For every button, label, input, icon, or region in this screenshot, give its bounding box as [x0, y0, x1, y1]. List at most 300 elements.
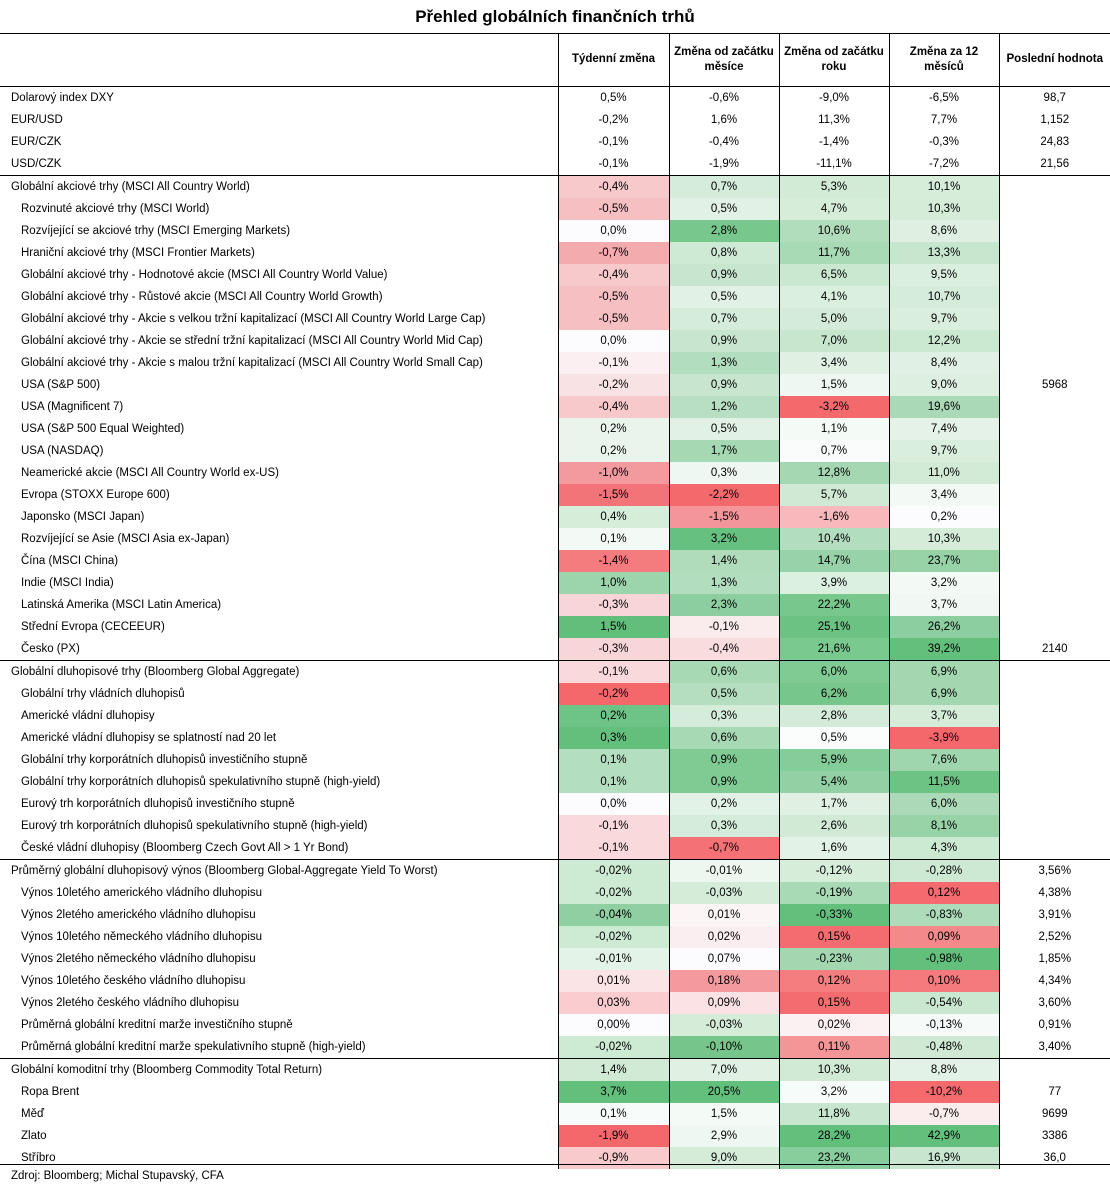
last-value-cell [999, 550, 1110, 572]
table-row [0, 1058, 1110, 1081]
instrument-name-cell: Japonsko (MSCI Japan) [0, 506, 558, 528]
mtd-change-cell: 1,4% [669, 550, 779, 572]
table-row [0, 131, 1110, 153]
change-12m-cell: 0,12% [889, 882, 999, 904]
last-value-cell: 3,56% [999, 859, 1110, 882]
last-value-cell [999, 660, 1110, 683]
weekly-change-cell: -0,02% [558, 1036, 669, 1059]
mtd-change-cell: 2,3% [669, 594, 779, 616]
instrument-name-cell: Ropa Brent [0, 1081, 558, 1103]
mtd-change-cell: 7,0% [669, 1058, 779, 1081]
table-row [0, 1103, 1110, 1125]
instrument-name-cell: České vládní dluhopisy (Bloomberg Czech Govt All > 1 Yr Bond) [0, 837, 558, 860]
ytd-change-cell: 11,8% [779, 1103, 889, 1125]
ytd-change-cell: 0,12% [779, 970, 889, 992]
last-value-cell [999, 264, 1110, 286]
weekly-change-cell: -0,1% [558, 153, 669, 176]
change-12m-cell: 9,0% [889, 374, 999, 396]
mtd-change-cell: -0,03% [669, 882, 779, 904]
last-value-cell: 36,0 [1043, 1151, 1066, 1164]
last-value-cell: 9699 [1041, 1107, 1068, 1120]
instrument-name-cell: Eurový trh korporátních dluhopisů spekulativního stupně (high-yield) [0, 815, 558, 837]
ytd-change-cell: 5,0% [779, 308, 889, 330]
weekly-change-cell: -0,02% [558, 926, 669, 948]
instrument-name-cell: Globální dluhopisové trhy (Bloomberg Global Aggregate) [0, 660, 558, 683]
header-weekly-change: Týdenní změna [558, 34, 669, 86]
mtd-change-cell: 0,3% [669, 462, 779, 484]
change-12m-cell: 11,5% [889, 771, 999, 793]
ytd-change-cell: -0,19% [779, 882, 889, 904]
change-12m-cell: -0,98% [889, 948, 999, 970]
instrument-name-cell: Globální trhy korporátních dluhopisů investičního stupně [0, 749, 558, 771]
last-value-cell [999, 308, 1110, 330]
mtd-change-cell: 1,6% [669, 109, 779, 131]
ytd-change-cell: 14,7% [779, 550, 889, 572]
table-row [0, 220, 1110, 242]
table-row [0, 616, 1110, 638]
ytd-change-cell: 0,7% [779, 440, 889, 462]
change-12m-cell: 23,7% [889, 550, 999, 572]
last-value-cell: 77 [1048, 1085, 1062, 1098]
ytd-change-cell: 1,6% [779, 837, 889, 860]
weekly-change-cell: -1,9% [558, 1125, 669, 1147]
mtd-change-cell: 0,8% [669, 242, 779, 264]
table-row [0, 440, 1110, 462]
table-row [0, 1125, 1110, 1147]
mtd-change-cell: 2,8% [669, 220, 779, 242]
mtd-change-cell: 2,9% [669, 1125, 779, 1147]
change-12m-cell: 6,0% [889, 793, 999, 815]
weekly-change-cell: -0,01% [558, 948, 669, 970]
instrument-name-cell: Česko (PX) [0, 638, 558, 661]
last-value-cell [999, 837, 1110, 860]
instrument-name-cell: Americké vládní dluhopisy [0, 705, 558, 727]
ytd-change-cell: 3,9% [779, 572, 889, 594]
weekly-change-cell: -1,4% [558, 550, 669, 572]
ytd-change-cell: 22,2% [779, 594, 889, 616]
last-value-cell [999, 616, 1110, 638]
instrument-name-cell: Střední Evropa (CECEEUR) [0, 616, 558, 638]
mtd-change-cell: -0,10% [669, 1036, 779, 1059]
change-12m-cell: 9,5% [889, 264, 999, 286]
weekly-change-cell: 1,5% [558, 616, 669, 638]
mtd-change-cell: 3,2% [669, 528, 779, 550]
mtd-change-cell: -0,1% [669, 616, 779, 638]
ytd-change-cell: 10,3% [779, 1058, 889, 1081]
table-row [0, 418, 1110, 440]
change-12m-cell: -0,7% [889, 1103, 999, 1125]
table-row [0, 109, 1110, 131]
last-value-cell: 4,34% [1038, 974, 1072, 987]
change-12m-cell: 6,9% [889, 660, 999, 683]
ytd-change-cell: -9,0% [779, 86, 889, 109]
change-12m-cell: 3,4% [889, 484, 999, 506]
mtd-change-cell: 0,09% [669, 992, 779, 1014]
mtd-change-cell: 0,5% [669, 286, 779, 308]
weekly-change-cell: 0,5% [558, 86, 669, 109]
last-value-cell: 3386 [1041, 1129, 1068, 1142]
instrument-name-cell: Indie (MSCI India) [0, 572, 558, 594]
last-value-cell [999, 572, 1110, 594]
mtd-change-cell: 0,7% [669, 308, 779, 330]
mtd-change-cell: -1,9% [669, 153, 779, 176]
table-row [0, 859, 1110, 882]
change-12m-cell: 3,2% [889, 572, 999, 594]
table-row [0, 683, 1110, 705]
mtd-change-cell: 0,9% [669, 771, 779, 793]
instrument-name-cell: Evropa (STOXX Europe 600) [0, 484, 558, 506]
table-row [0, 904, 1110, 926]
weekly-change-cell: -0,02% [558, 859, 669, 882]
instrument-name-cell: Průměrná globální kreditní marže investičního stupně [0, 1014, 558, 1036]
change-12m-cell: -0,3% [889, 131, 999, 153]
table-row [0, 660, 1110, 683]
change-12m-cell: 0,10% [889, 970, 999, 992]
instrument-name-cell: USD/CZK [0, 153, 558, 176]
last-value-cell: 3,40% [1038, 1040, 1072, 1053]
instrument-name-cell: EUR/USD [0, 109, 558, 131]
change-12m-cell: 8,8% [889, 1058, 999, 1081]
change-12m-cell: 16,9% [889, 1147, 999, 1169]
ytd-change-cell: 4,7% [779, 198, 889, 220]
market-table [0, 34, 1110, 1169]
last-value-cell [999, 220, 1110, 242]
weekly-change-cell: 0,0% [558, 330, 669, 352]
table-row [0, 882, 1110, 904]
mtd-change-cell: 1,3% [669, 572, 779, 594]
ytd-change-cell: 0,15% [779, 926, 889, 948]
change-12m-cell: -0,54% [889, 992, 999, 1014]
table-row [0, 815, 1110, 837]
mtd-change-cell: 0,01% [669, 904, 779, 926]
mtd-change-cell: 9,0% [669, 1147, 779, 1169]
header-instrument [0, 34, 558, 86]
instrument-name-cell: USA (S&P 500 Equal Weighted) [0, 418, 558, 440]
mtd-change-cell: 1,5% [669, 1103, 779, 1125]
table-row [0, 837, 1110, 860]
table-row [0, 594, 1110, 616]
instrument-name-cell: Dolarový index DXY [0, 86, 558, 109]
last-value-cell [999, 815, 1110, 837]
ytd-change-cell: 11,7% [779, 242, 889, 264]
last-value-cell [999, 594, 1110, 616]
weekly-change-cell: -0,7% [558, 242, 669, 264]
instrument-name-cell: Globální akciové trhy - Růstové akcie (MSCI All Country World Growth) [0, 286, 558, 308]
instrument-name-cell: Zlato [0, 1125, 558, 1147]
change-12m-cell: 7,4% [889, 418, 999, 440]
page-title: Přehled globálních finančních trhů [0, 0, 1110, 34]
last-value-cell [999, 484, 1110, 506]
last-value-cell [999, 462, 1110, 484]
header-mtd-change: Změna od začátku měsíce [669, 34, 779, 86]
change-12m-cell: -3,9% [889, 727, 999, 749]
ytd-change-cell: 6,0% [779, 660, 889, 683]
weekly-change-cell: -0,2% [558, 374, 669, 396]
weekly-change-cell: -1,0% [558, 462, 669, 484]
instrument-name-cell: Latinská Amerika (MSCI Latin America) [0, 594, 558, 616]
mtd-change-cell: 0,07% [669, 948, 779, 970]
instrument-name-cell: USA (S&P 500) [0, 374, 558, 396]
table-row [0, 749, 1110, 771]
table-row [0, 175, 1110, 198]
instrument-name-cell: Globální akciové trhy - Akcie se střední tržní kapitalizací (MSCI All Country World Mid Cap) [0, 330, 558, 352]
ytd-change-cell: -1,4% [779, 131, 889, 153]
mtd-change-cell: 0,6% [669, 660, 779, 683]
last-value-cell: 2140 [1041, 642, 1068, 655]
last-value-cell [999, 440, 1110, 462]
ytd-change-cell: 10,4% [779, 528, 889, 550]
table-row [0, 1014, 1110, 1036]
change-12m-cell: 0,09% [889, 926, 999, 948]
table-row [0, 1036, 1110, 1059]
table-row [0, 330, 1110, 352]
header-12m-change: Změna za 12 měsíců [889, 34, 999, 86]
ytd-change-cell: 10,6% [779, 220, 889, 242]
weekly-change-cell: 0,2% [558, 705, 669, 727]
last-value-cell: 98,7 [1043, 91, 1066, 104]
table-row [0, 153, 1110, 176]
instrument-name-cell: Globální trhy vládních dluhopisů [0, 683, 558, 705]
weekly-change-cell: 0,1% [558, 528, 669, 550]
change-12m-cell: 42,9% [889, 1125, 999, 1147]
change-12m-cell: 4,3% [889, 837, 999, 860]
instrument-name-cell: Americké vládní dluhopisy se splatností nad 20 let [0, 727, 558, 749]
last-value-cell [999, 242, 1110, 264]
weekly-change-cell: 1,0% [558, 572, 669, 594]
last-value-cell [999, 727, 1110, 749]
ytd-change-cell: -11,1% [779, 153, 889, 176]
ytd-change-cell: -0,12% [779, 859, 889, 882]
weekly-change-cell: -0,1% [558, 815, 669, 837]
mtd-change-cell: 0,7% [669, 175, 779, 198]
instrument-name-cell: EUR/CZK [0, 131, 558, 153]
instrument-name-cell: Eurový trh korporátních dluhopisů investičního stupně [0, 793, 558, 815]
instrument-name-cell: Globální akciové trhy (MSCI All Country World) [0, 175, 558, 198]
ytd-change-cell: 0,02% [779, 1014, 889, 1036]
instrument-name-cell: Globální akciové trhy - Akcie s velkou tržní kapitalizací (MSCI All Country World Large Cap) [0, 308, 558, 330]
last-value-cell [999, 352, 1110, 374]
weekly-change-cell: -0,04% [558, 904, 669, 926]
ytd-change-cell: 12,8% [779, 462, 889, 484]
instrument-name-cell: Průměrný globální dluhopisový výnos (Bloomberg Global-Aggregate Yield To Worst) [0, 859, 558, 882]
last-value-cell [999, 396, 1110, 418]
change-12m-cell: 10,1% [889, 175, 999, 198]
instrument-name-cell: Globální komoditní trhy (Bloomberg Commodity Total Return) [0, 1058, 558, 1081]
table-row [0, 1081, 1110, 1103]
last-value-cell [999, 175, 1110, 198]
last-value-cell [999, 330, 1110, 352]
instrument-name-cell: Hraniční akciové trhy (MSCI Frontier Markets) [0, 242, 558, 264]
ytd-change-cell: 2,8% [779, 705, 889, 727]
last-value-cell: 3,91% [1038, 908, 1072, 921]
last-value-cell: 21,56 [1040, 157, 1070, 170]
ytd-change-cell: 1,5% [779, 374, 889, 396]
mtd-change-cell: 0,9% [669, 749, 779, 771]
change-12m-cell: 0,2% [889, 506, 999, 528]
last-value-cell: 24,83 [1040, 135, 1070, 148]
mtd-change-cell: -0,4% [669, 131, 779, 153]
change-12m-cell: 26,2% [889, 616, 999, 638]
change-12m-cell: -0,28% [889, 859, 999, 882]
table-row [0, 352, 1110, 374]
change-12m-cell: 3,7% [889, 594, 999, 616]
mtd-change-cell: -0,01% [669, 859, 779, 882]
ytd-change-cell: 4,1% [779, 286, 889, 308]
header-last-value: Poslední hodnota [999, 34, 1110, 86]
weekly-change-cell: 0,1% [558, 749, 669, 771]
last-value-cell: 1,85% [1038, 952, 1072, 965]
mtd-change-cell: 0,3% [669, 705, 779, 727]
source-note: Zdroj: Bloomberg; Michal Stupavský, CFA [11, 1170, 224, 1182]
weekly-change-cell: -0,4% [558, 264, 669, 286]
weekly-change-cell: 0,4% [558, 506, 669, 528]
table-row [0, 992, 1110, 1014]
table-row [0, 771, 1110, 793]
header-row [0, 34, 1110, 86]
ytd-change-cell: 7,0% [779, 330, 889, 352]
table-row [0, 572, 1110, 594]
mtd-change-cell: 1,2% [669, 396, 779, 418]
change-12m-cell: 7,6% [889, 749, 999, 771]
instrument-name-cell: Neamerické akcie (MSCI All Country World ex-US) [0, 462, 558, 484]
instrument-name-cell: Rozvíjející se akciové trhy (MSCI Emerging Markets) [0, 220, 558, 242]
table-row [0, 374, 1110, 396]
weekly-change-cell: -0,5% [558, 286, 669, 308]
table-row [0, 264, 1110, 286]
weekly-change-cell: -0,1% [558, 131, 669, 153]
change-12m-cell: 9,7% [889, 440, 999, 462]
weekly-change-cell: 0,00% [558, 1014, 669, 1036]
table-row [0, 638, 1110, 661]
last-value-cell [999, 683, 1110, 705]
mtd-change-cell: -2,2% [669, 484, 779, 506]
table-row [0, 198, 1110, 220]
table-bottom-border [0, 1164, 1110, 1165]
mtd-change-cell: 0,9% [669, 264, 779, 286]
change-12m-cell: 8,4% [889, 352, 999, 374]
last-value-cell [999, 705, 1110, 727]
last-value-cell: 4,38% [1038, 886, 1072, 899]
ytd-change-cell: 21,6% [779, 638, 889, 661]
ytd-change-cell: 5,9% [779, 749, 889, 771]
weekly-change-cell: 0,0% [558, 220, 669, 242]
change-12m-cell: 3,7% [889, 705, 999, 727]
instrument-name-cell: Rozvíjející se Asie (MSCI Asia ex-Japan) [0, 528, 558, 550]
table-row [0, 793, 1110, 815]
change-12m-cell: -10,2% [889, 1081, 999, 1103]
mtd-change-cell: 0,5% [669, 418, 779, 440]
instrument-name-cell: USA (NASDAQ) [0, 440, 558, 462]
ytd-change-cell: 6,5% [779, 264, 889, 286]
instrument-name-cell: Výnos 10letého německého vládního dluhopisu [0, 926, 558, 948]
weekly-change-cell: -0,1% [558, 352, 669, 374]
mtd-change-cell: 0,5% [669, 683, 779, 705]
change-12m-cell: 13,3% [889, 242, 999, 264]
weekly-change-cell: 0,1% [558, 1103, 669, 1125]
mtd-change-cell: 0,3% [669, 815, 779, 837]
weekly-change-cell: 0,03% [558, 992, 669, 1014]
ytd-change-cell: 2,6% [779, 815, 889, 837]
weekly-change-cell: 0,1% [558, 771, 669, 793]
table-row [0, 550, 1110, 572]
instrument-name-cell: Měď [0, 1103, 558, 1125]
weekly-change-cell: -1,5% [558, 484, 669, 506]
mtd-change-cell: 0,9% [669, 330, 779, 352]
table-row [0, 242, 1110, 264]
ytd-change-cell: 25,1% [779, 616, 889, 638]
instrument-name-cell: Čína (MSCI China) [0, 550, 558, 572]
change-12m-cell: 19,6% [889, 396, 999, 418]
last-value-cell: 2,52% [1038, 930, 1072, 943]
table-row [0, 308, 1110, 330]
ytd-change-cell: 28,2% [779, 1125, 889, 1147]
weekly-change-cell: 0,2% [558, 418, 669, 440]
weekly-change-cell: 0,2% [558, 440, 669, 462]
instrument-name-cell: Výnos 2letého německého vládního dluhopisu [0, 948, 558, 970]
last-value-cell [999, 528, 1110, 550]
change-12m-cell: 9,7% [889, 308, 999, 330]
mtd-change-cell: 0,6% [669, 727, 779, 749]
instrument-name-cell: Globální trhy korporátních dluhopisů spekulativního stupně (high-yield) [0, 771, 558, 793]
ytd-change-cell: 11,3% [779, 109, 889, 131]
instrument-name-cell: Výnos 2letého amerického vládního dluhopisu [0, 904, 558, 926]
weekly-change-cell: 0,01% [558, 970, 669, 992]
instrument-name-cell: Výnos 10letého českého vládního dluhopisu [0, 970, 558, 992]
ytd-change-cell: 6,2% [779, 683, 889, 705]
weekly-change-cell: -0,4% [558, 175, 669, 198]
ytd-change-cell: 0,5% [779, 727, 889, 749]
change-12m-cell: -7,2% [889, 153, 999, 176]
last-value-cell [999, 418, 1110, 440]
last-value-cell: 1,152 [1040, 113, 1070, 126]
weekly-change-cell: -0,2% [558, 109, 669, 131]
table-body [0, 86, 1110, 1169]
change-12m-cell: 10,3% [889, 198, 999, 220]
last-value-cell: 5968 [1041, 378, 1068, 391]
change-12m-cell: 39,2% [889, 638, 999, 661]
weekly-change-cell: -0,3% [558, 638, 669, 661]
ytd-change-cell: 3,2% [779, 1081, 889, 1103]
table-row [0, 926, 1110, 948]
mtd-change-cell: -0,6% [669, 86, 779, 109]
weekly-change-cell: 3,7% [558, 1081, 669, 1103]
table-row [0, 286, 1110, 308]
weekly-change-cell: -0,4% [558, 396, 669, 418]
last-value-cell [999, 771, 1110, 793]
mtd-change-cell: -0,03% [669, 1014, 779, 1036]
change-12m-cell: -6,5% [889, 86, 999, 109]
instrument-name-cell: Průměrná globální kreditní marže spekulativního stupně (high-yield) [0, 1036, 558, 1059]
mtd-change-cell: 20,5% [669, 1081, 779, 1103]
table-row [0, 506, 1110, 528]
weekly-change-cell: -0,3% [558, 594, 669, 616]
ytd-change-cell: 1,7% [779, 793, 889, 815]
last-value-cell: 0,91% [1038, 1018, 1072, 1031]
mtd-change-cell: -0,7% [669, 837, 779, 860]
mtd-change-cell: 0,02% [669, 926, 779, 948]
weekly-change-cell: -0,1% [558, 660, 669, 683]
weekly-change-cell: -0,1% [558, 837, 669, 860]
change-12m-cell: 8,1% [889, 815, 999, 837]
ytd-change-cell: -0,33% [779, 904, 889, 926]
table-row [0, 86, 1110, 109]
ytd-change-cell: 0,11% [779, 1036, 889, 1059]
mtd-change-cell: 0,5% [669, 198, 779, 220]
table-row [0, 948, 1110, 970]
weekly-change-cell: -0,9% [558, 1147, 669, 1169]
instrument-name-cell: Výnos 10letého amerického vládního dluhopisu [0, 882, 558, 904]
instrument-name-cell: USA (Magnificent 7) [0, 396, 558, 418]
